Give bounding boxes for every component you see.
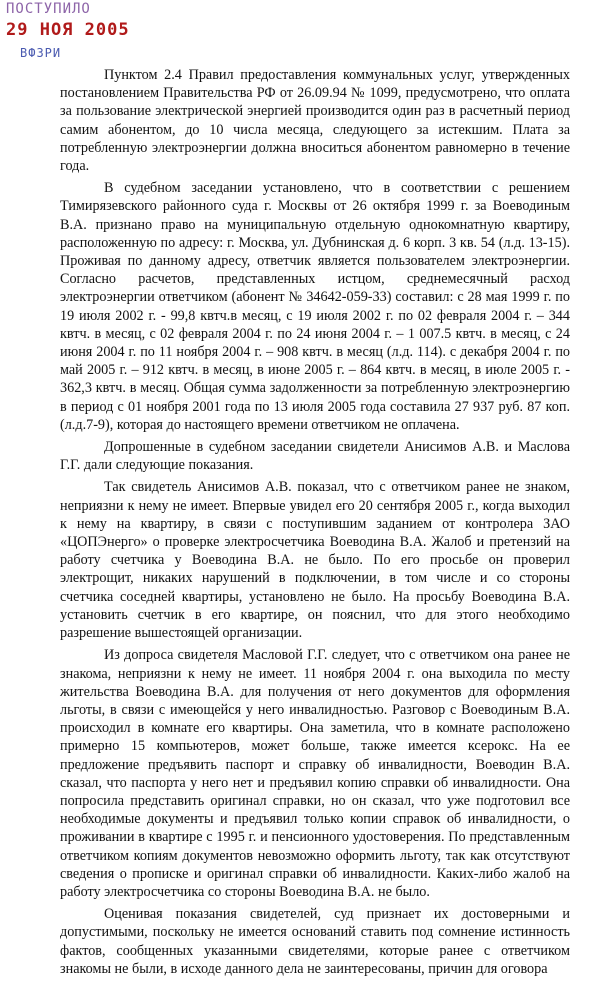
- paragraph: Оценивая показания свидетелей, суд признает их достоверными и допустимыми, поскольку не имеется оснований ставить под сомнение истинность фактов, сообщенных указанными свидетелями, которые ранее с ответчиком знакомы не были, в исходе данного дела не заинтересованы, причин для оговора: [60, 906, 570, 977]
- received-stamp: [6, 2, 130, 59]
- stamp-date: 29 НОЯ 2005: [6, 20, 130, 40]
- document-body: [60, 66, 570, 982]
- paragraph: Так свидетель Анисимов А.В. показал, что с ответчиком ранее не знаком, неприязни к нему не имеет. Впервые увидел его 20 сентября 2005 г., когда выходил к нему на квартиру, в связи с поступившим заданием от контролера ЗАО «ЦОПЭнерго» о проверке электросчетчика Воеводина В.А. Жалоб и претензий на работу счетчика у Воеводина В.А. не было. По его просьбе он проверил электрощит, никаких нарушений в подключении, в том числе и со стороны счетчика соседней квартиры, установлено не было. На просьбу Воеводина В.А. установить счетчик в его квартире, он пояснил, что для этого необходимо разрешение вышестоящей организации.: [60, 479, 570, 642]
- paragraph: Пунктом 2.4 Правил предоставления коммунальных услуг, утвержденных постановлением Правительства РФ от 26.09.94 № 1099, предусмотрено, что оплата за пользование электрической энергией производится один раз в расчетный период самим абонентом, до 10 числа месяца, следующего за истекшим. Плата за потребленную электроэнергии должна вноситься абонентом равномерно в течение года.: [60, 67, 570, 175]
- paragraph: Из допроса свидетеля Масловой Г.Г. следует, что с ответчиком она ранее не знакома, неприязни к нему не имеет. 11 ноября 2004 г. она выходила по месту жительства Воеводина В.А. для получения от него документов для оформления льготы, в связи с имеющейся у него инвалидностью. Разговор с Воеводиным В.А. происходил в комнате его квартиры. Она заметила, что в комнате расположено примерно 15 компьютеров, может больше, также имеется ксерокс. На ее предложение предъявить паспорт и справку об инвалидности, Воеводин В.А. сказал, что паспорта у него нет и предъявил копию справки об инвалидности. Она попросила представить оригинал справки, но он сказал, что уже подготовил все необходимые документы и предъявил только копии справок об инвалидности, о проживании в квартире с 1995 г. и пенсионного удостоверения. По представленным ответчиком копиям документов невозможно оформить льготу, так как отсутствуют сведения о прописке и оригинал справки об инвалидности. Каких-либо жалоб на работу электросчетчика со стороны Воеводина В.А. не было.: [60, 647, 570, 900]
- stamp-received-label: ПОСТУПИЛО: [6, 1, 91, 17]
- stamp-org: ВФЗРИ: [20, 46, 62, 60]
- paragraph: Допрошенные в судебном заседании свидетели Анисимов А.В. и Маслова Г.Г. дали следующие показания.: [60, 439, 570, 474]
- paragraph: В судебном заседании установлено, что в соответствии с решением Тимирязевского районного суда г. Москвы от 26 октября 1999 г. за Воеводиным В.А. признано право на муниципальную отдельную однокомнатную квартиру, расположенную по адресу: г. Москва, ул. Дубнинская д. 6 корп. 3 кв. 54 (л.д. 13-15). Проживая по данному адресу, ответчик является пользователем электроэнергии. Согласно расчетов, представленных истцом, среднемесячный расход электроэнергии ответчиком (абонент № 34642-059-33) составил: с 28 мая 1999 г. по 19 июля 2002 г. - 99,8 квтч.в месяц, с 19 июля 2002 г. по 02 февраля 2004 г. – 344 квтч. в месяц, с 02 февраля 2004 г. по 24 июня 2004 г. – 1 007.5 квтч. в месяц, с 24 июня 2004 г. по 11 ноября 2004 г. – 908 квтч. в месяц (л.д. 114). с декабря 2004 г. по май 2005 г. – 912 квтч. в месяц, в июне 2005 г. – 864 квтч. в месяц, в июле 2005 г. - 362,3 квтч. в месяц. Общая сумма задолженности за потребленную электроэнергию в период с 01 ноября 2001 года по 13 июля 2005 года составила 27 937 руб. 87 коп. (л.д.7-9), которая до настоящего времени ответчиком не оплачена.: [60, 180, 570, 433]
